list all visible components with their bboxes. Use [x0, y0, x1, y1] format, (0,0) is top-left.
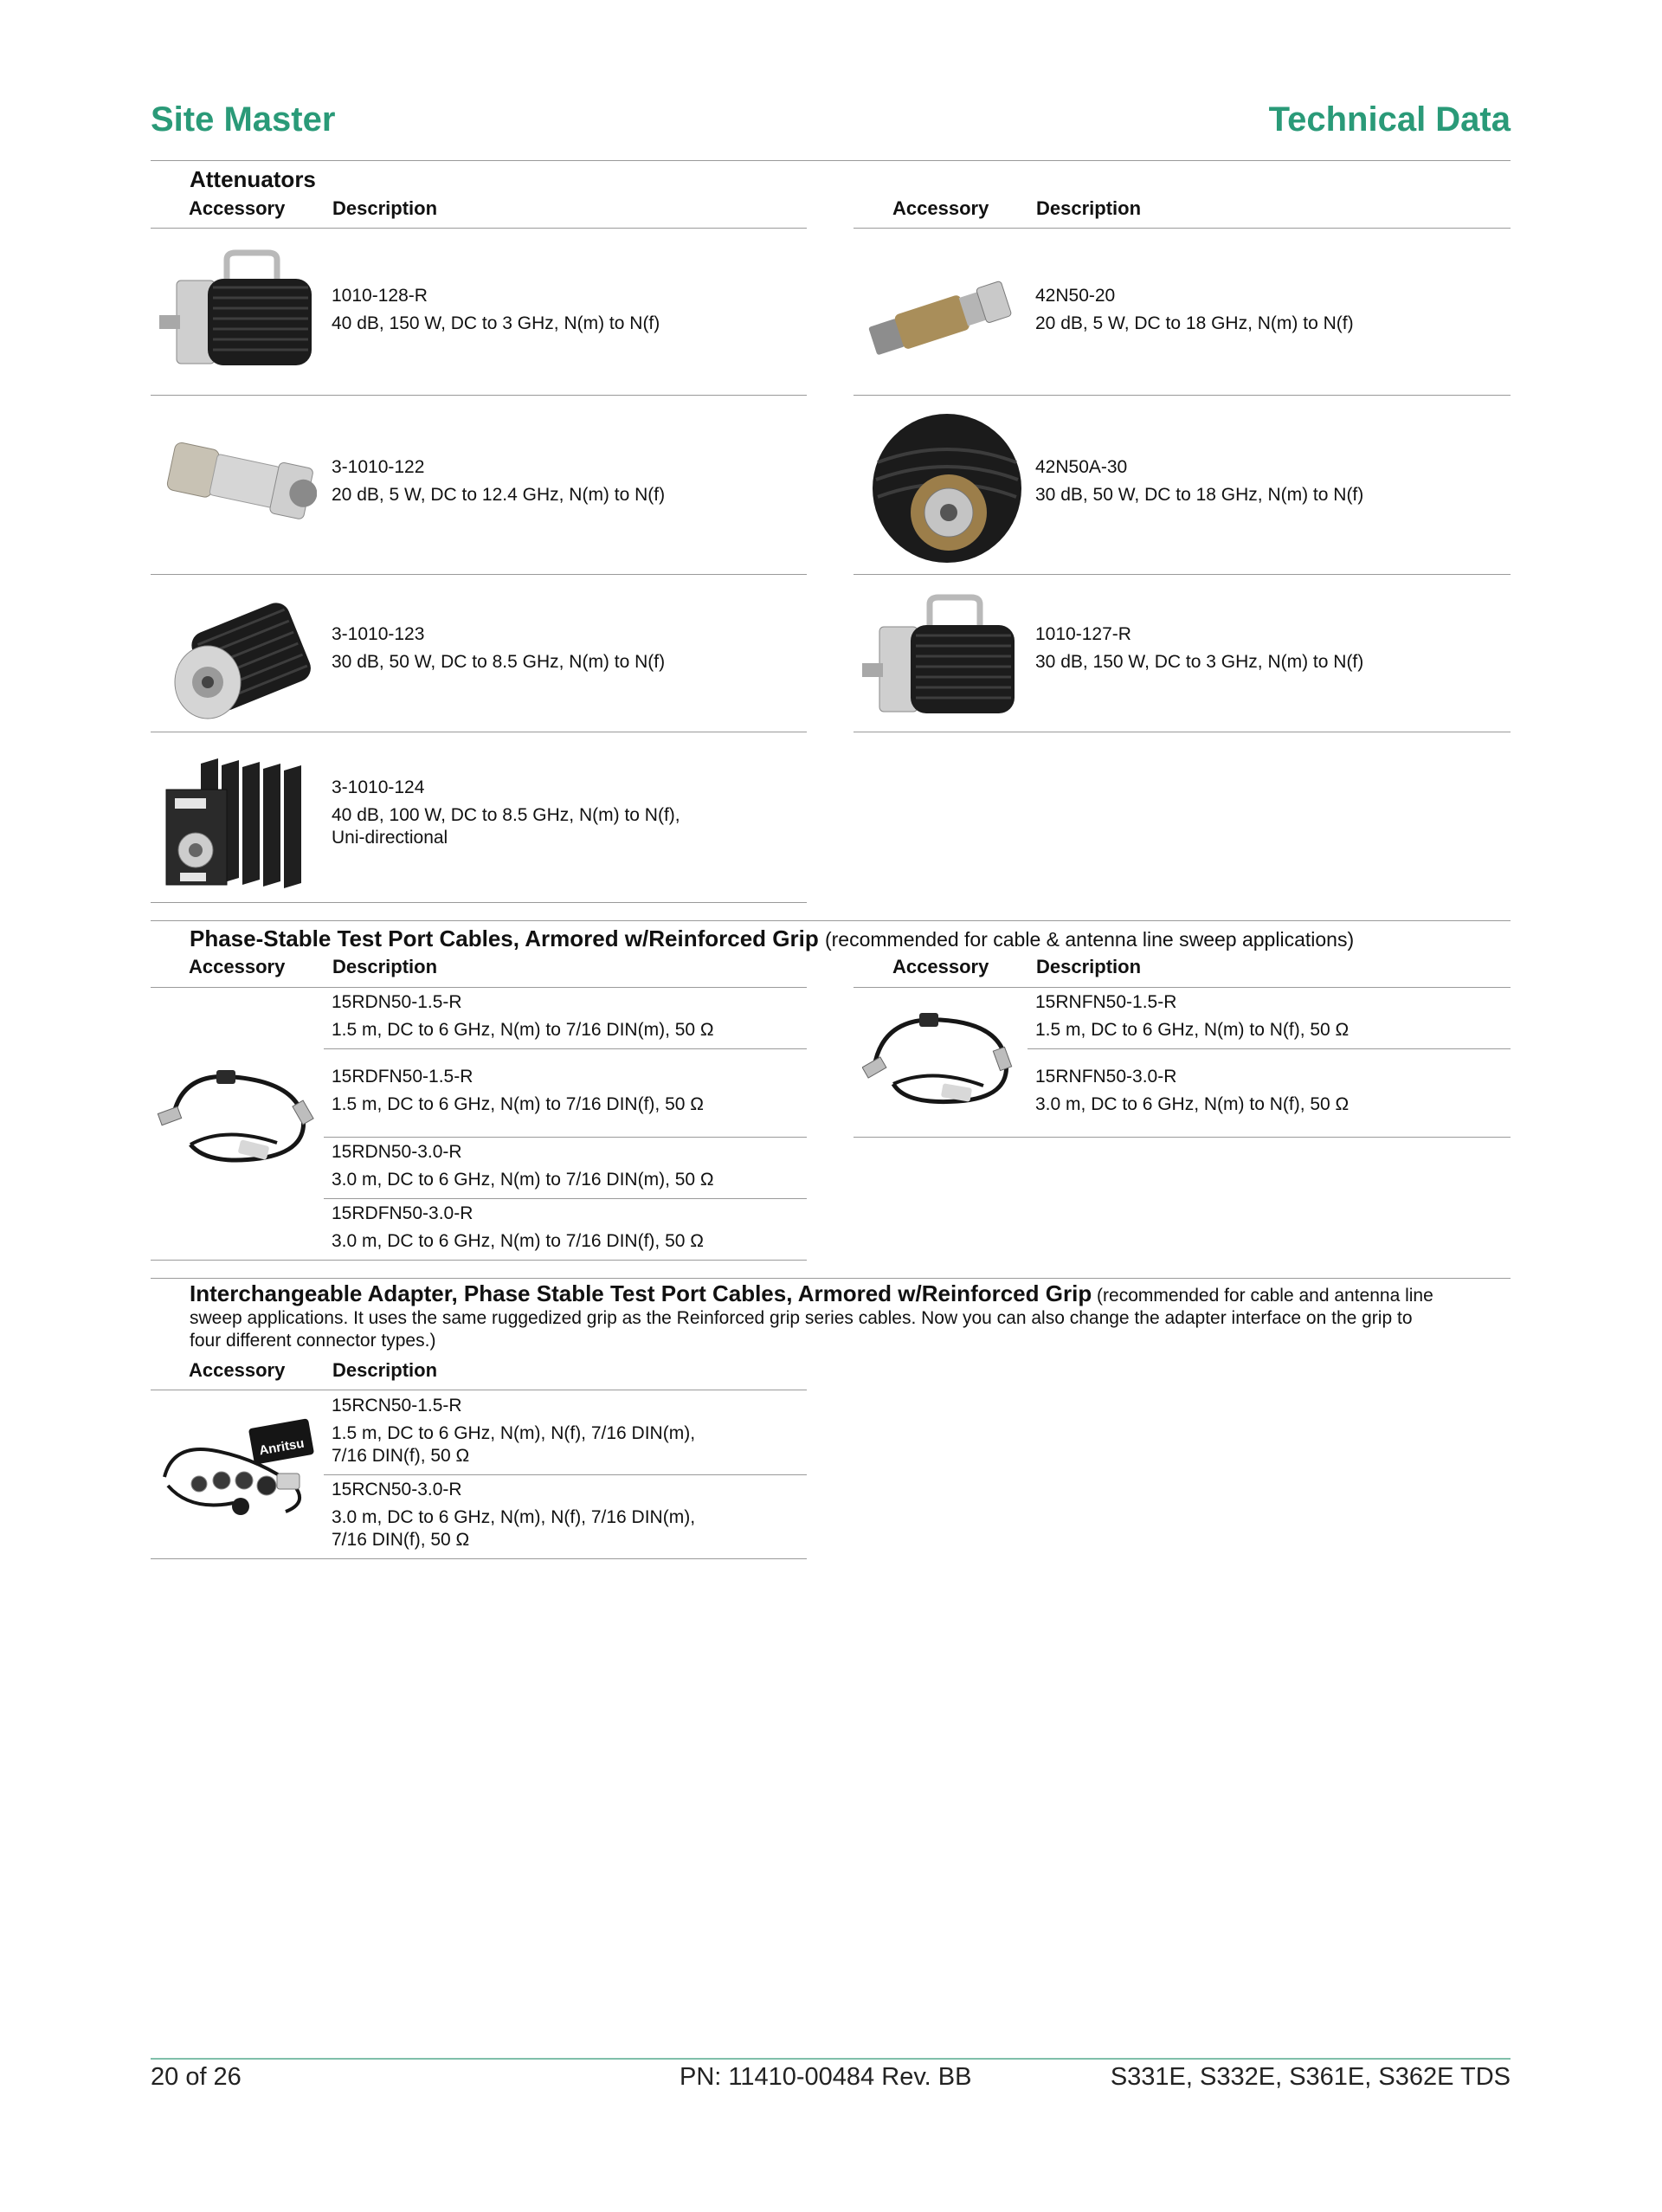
table-rule [854, 987, 1511, 988]
part-number: 3-1010-122 [332, 457, 425, 477]
part-number: 15RDFN50-3.0-R [332, 1203, 473, 1223]
table-rule [324, 1198, 807, 1199]
part-description: 1.5 m, DC to 6 GHz, N(m) to 7/16 DIN(m), 50 Ω [332, 1020, 714, 1040]
adapter-kit-image [156, 1416, 320, 1520]
part-number: 42N50A-30 [1035, 457, 1128, 477]
part-description: Uni-directional [332, 828, 448, 848]
col-accessory: Accessory [189, 197, 286, 219]
col-accessory: Accessory [892, 956, 989, 977]
part-description: 1.5 m, DC to 6 GHz, N(m), N(f), 7/16 DIN(m), [332, 1423, 696, 1443]
interchangeable-note: sweep applications. It uses the same ruggedized grip as the Reinforced grip series cables. Now you can also change the adapter interface on the grip to [190, 1308, 1413, 1328]
part-description: 20 dB, 5 W, DC to 12.4 GHz, N(m) to N(f) [332, 485, 666, 505]
part-description: 40 dB, 100 W, DC to 8.5 GHz, N(m) to N(f), [332, 805, 680, 825]
header-divider [151, 160, 1511, 161]
table-rule [854, 228, 1511, 229]
part-description: 7/16 DIN(f), 50 Ω [332, 1446, 470, 1466]
table-rule [324, 1048, 807, 1049]
table-rule [854, 1137, 1511, 1138]
interchangeable-intro [190, 1282, 1514, 1352]
inline-attenuator-image [161, 428, 317, 532]
part-number: 3-1010-124 [332, 777, 425, 797]
section-divider [151, 1278, 1511, 1279]
table-rule [151, 1558, 807, 1559]
test-port-cable-image [156, 1065, 320, 1173]
interchangeable-note: (recommended for cable and antenna line [1097, 1286, 1433, 1306]
col-description: Description [332, 1359, 438, 1381]
col-description: Description [332, 197, 438, 219]
part-description: 3.0 m, DC to 6 GHz, N(m) to 7/16 DIN(f), 50 Ω [332, 1231, 704, 1251]
attenuator-handle-image [859, 592, 1023, 722]
part-number: 15RCN50-1.5-R [332, 1396, 462, 1416]
footer-models: S331E, S332E, S361E, S362E TDS [1110, 2063, 1511, 2091]
footer-part-number: PN: 11410-00484 Rev. BB [680, 2063, 972, 2091]
table-rule [1027, 1048, 1511, 1049]
col-description: Description [1036, 197, 1142, 219]
part-number: 15RDN50-3.0-R [332, 1142, 462, 1162]
table-rule [854, 574, 1511, 575]
part-number: 15RNFN50-1.5-R [1035, 992, 1177, 1012]
header-site-master: Site Master [151, 100, 336, 139]
table-rule [151, 574, 807, 575]
part-description: 1.5 m, DC to 6 GHz, N(m) to 7/16 DIN(f), 50 Ω [332, 1094, 704, 1114]
phase-stable-note: (recommended for cable & antenna line sweep applications) [824, 928, 1355, 951]
table-rule [151, 228, 807, 229]
part-number: 15RNFN50-3.0-R [1035, 1067, 1177, 1087]
part-description: 3.0 m, DC to 6 GHz, N(m) to 7/16 DIN(m), 50 Ω [332, 1170, 714, 1190]
table-rule [151, 395, 807, 396]
table-rule [324, 1474, 807, 1475]
part-description: 3.0 m, DC to 6 GHz, N(m) to N(f), 50 Ω [1035, 1094, 1350, 1114]
col-accessory: Accessory [189, 1359, 286, 1381]
interchangeable-title: Interchangeable Adapter, Phase Stable Test Port Cables, Armored w/Reinforced Grip [190, 1280, 1092, 1306]
part-number: 15RDFN50-1.5-R [332, 1067, 473, 1087]
part-number: 42N50-20 [1035, 286, 1116, 306]
table-rule [854, 395, 1511, 396]
attenuators-title: Attenuators [190, 166, 316, 192]
attenuator-handle-image [156, 249, 320, 375]
part-number: 1010-128-R [332, 286, 428, 306]
table-rule [151, 1260, 807, 1261]
kit-logo: Anritsu [258, 1435, 306, 1459]
phase-stable-title-text: Phase-Stable Test Port Cables, Armored w/Reinforced Grip [190, 925, 819, 951]
part-number: 15RCN50-3.0-R [332, 1480, 462, 1499]
inline-attenuator-image [862, 267, 1018, 371]
header-technical-data: Technical Data [1268, 100, 1511, 139]
part-description: 30 dB, 150 W, DC to 3 GHz, N(m) to N(f) [1035, 652, 1364, 672]
part-description: 20 dB, 5 W, DC to 18 GHz, N(m) to N(f) [1035, 313, 1354, 333]
col-description: Description [1036, 956, 1142, 977]
col-accessory: Accessory [189, 956, 286, 977]
heatsink-attenuator-image [161, 755, 308, 893]
table-rule [151, 902, 807, 903]
test-port-cable-image [862, 1004, 1018, 1117]
interchangeable-note: four different connector types.) [190, 1331, 436, 1351]
part-description: 1.5 m, DC to 6 GHz, N(m) to N(f), 50 Ω [1035, 1020, 1350, 1040]
part-description: 30 dB, 50 W, DC to 8.5 GHz, N(m) to N(f) [332, 652, 666, 672]
col-accessory: Accessory [892, 197, 989, 219]
part-number: 1010-127-R [1035, 624, 1131, 644]
footer-divider [151, 2058, 1511, 2060]
part-description: 7/16 DIN(f), 50 Ω [332, 1530, 470, 1550]
section-divider [151, 920, 1511, 921]
finned-attenuator-image [869, 410, 1025, 566]
col-description: Description [332, 956, 438, 977]
footer-page-number: 20 of 26 [151, 2063, 242, 2091]
part-description: 3.0 m, DC to 6 GHz, N(m), N(f), 7/16 DIN(m), [332, 1507, 696, 1527]
part-number: 15RDN50-1.5-R [332, 992, 462, 1012]
finned-attenuator-image [166, 603, 313, 724]
table-rule [151, 987, 807, 988]
part-number: 3-1010-123 [332, 624, 425, 644]
table-rule [324, 1137, 807, 1138]
part-description: 40 dB, 150 W, DC to 3 GHz, N(m) to N(f) [332, 313, 660, 333]
part-description: 30 dB, 50 W, DC to 18 GHz, N(m) to N(f) [1035, 485, 1364, 505]
phase-stable-title [190, 925, 1354, 952]
